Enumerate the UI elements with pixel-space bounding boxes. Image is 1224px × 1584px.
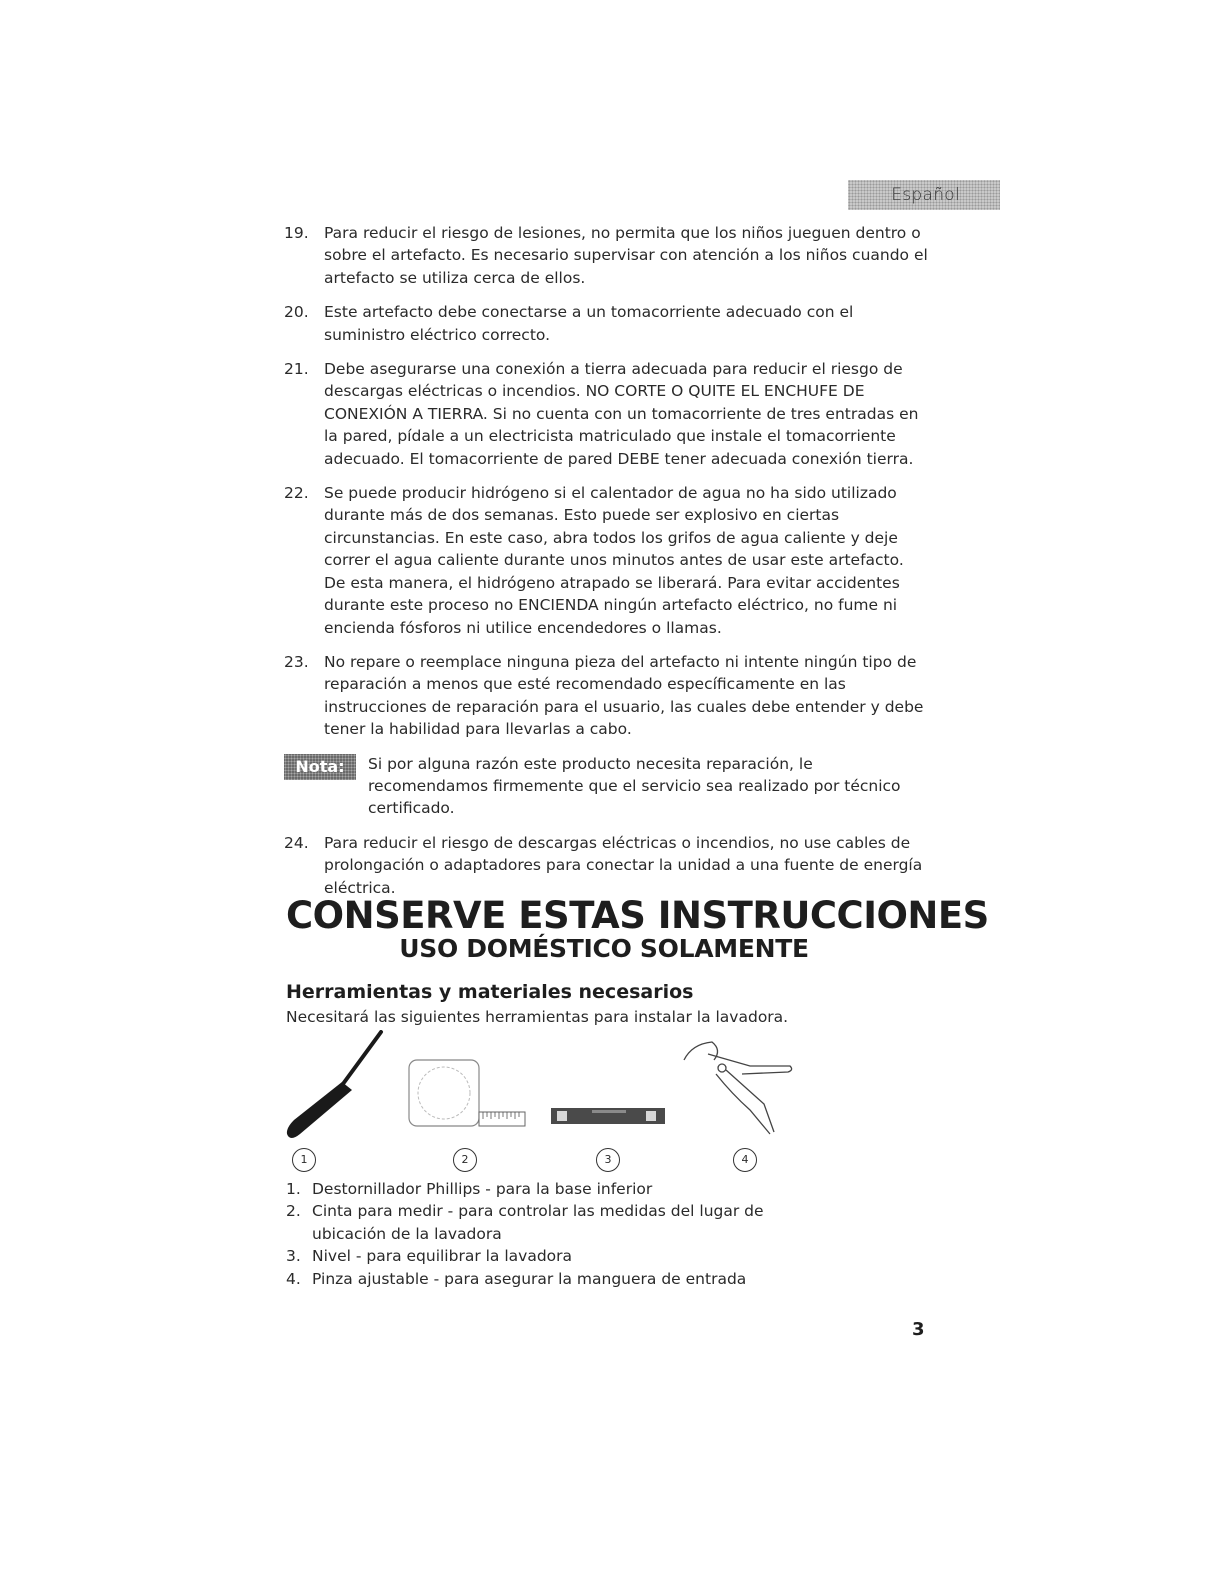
item-text: No repare o reemplace ninguna pieza del artefacto ni intente ningún tipo de reparación a menos que esté recomendado específicamente en las instrucciones de reparación para el usuario, las cuales debe entender y debe tener la habilidad para llevarlas a cabo. (324, 652, 924, 739)
item-number: 3. (286, 1247, 301, 1266)
pliers-icon (684, 1042, 792, 1134)
item-number: 21. (284, 360, 309, 379)
item-text: Para reducir el riesgo de descargas eléctricas o incendios, no use cables de prolongación o adaptadores para conectar la unidad a una fuente de energía eléctrica. (324, 833, 923, 897)
safety-instructions-list (284, 222, 929, 911)
page-title: CONSERVE ESTAS INSTRUCCIONES (286, 894, 989, 937)
item-number: 19. (284, 224, 309, 242)
list-item (286, 1245, 806, 1267)
item-number: 20. (284, 303, 309, 322)
item-text: Destornillador Phillips - para la base inferior (312, 1180, 653, 1198)
item-text: Pinza ajustable - para asegurar la manguera de entrada (312, 1269, 747, 1288)
page-number: 3 (912, 1319, 925, 1340)
note-badge: Nota: (284, 754, 356, 780)
list-item (286, 1178, 806, 1200)
tool-number: 2 (453, 1148, 477, 1172)
level-icon (551, 1108, 665, 1124)
item-text: Cinta para medir - para controlar las medidas del lugar de ubicación de la lavadora (312, 1202, 764, 1243)
item-number: 24. (284, 833, 309, 852)
item-text: Este artefacto debe conectarse a un tomacorriente adecuado con el suministro eléctrico correcto. (324, 303, 854, 344)
list-item (284, 222, 929, 289)
note-block (284, 753, 929, 820)
list-item (284, 482, 929, 639)
list-item (284, 358, 929, 470)
item-number: 22. (284, 484, 309, 503)
item-text: Debe asegurarse una conexión a tierra adecuada para reducir el riesgo de descargas eléctricas o incendios. NO CORTE O QUITE EL ENCHUFE DE CONEXIÓN A TIERRA. Si no cuenta con un tomacorriente de tres entradas en la pared, pídale a un electricista matriculado que instale el tomacorriente adecuado. El tomacorriente de pared DEBE tener adecuada conexión tierra. (324, 360, 919, 468)
tool-number: 1 (292, 1148, 316, 1172)
note-text: Si por alguna razón este producto necesita reparación, le recomendamos firmemente que el servicio sea realizado por técnico certificado. (368, 754, 901, 818)
tools-illustration (280, 1030, 800, 1150)
list-item (284, 651, 929, 741)
tool-number: 4 (733, 1148, 757, 1172)
item-number: 2. (286, 1202, 301, 1221)
list-item (286, 1268, 806, 1290)
tool-number: 3 (596, 1148, 620, 1172)
list-item (284, 832, 929, 899)
item-number: 4. (286, 1269, 301, 1288)
tools-intro: Necesitará las siguientes herramientas para instalar la lavadora. (286, 1008, 789, 1026)
item-text: Se puede producir hidrógeno si el calentador de agua no ha sido utilizado durante más de dos semanas. Esto puede ser explosivo en ciertas circunstancias. En este caso, abra todos los grifos de agua caliente y deje correr el agua caliente durante unos minutos antes de usar este artefacto. De esta manera, el hidrógeno atrapado se liberará. Para evitar accidentes durante este proceso no ENCIENDA ningún artefacto eléctrico, no fume ni encienda fósforos ni utilice encendedores o llamas. (324, 484, 904, 637)
tools-heading: Herramientas y materiales necesarios (286, 981, 694, 1003)
list-item (284, 301, 929, 346)
page-subtitle: USO DOMÉSTICO SOLAMENTE (399, 934, 809, 963)
item-number: 1. (286, 1180, 301, 1198)
list-item (286, 1200, 806, 1245)
item-text: Para reducir el riesgo de lesiones, no permita que los niños jueguen dentro o sobre el artefacto. Es necesario supervisar con atención a los niños cuando el artefacto se utiliza cerca de ellos. (324, 224, 928, 287)
language-tab: Español (848, 180, 1000, 210)
tools-list (286, 1178, 806, 1290)
item-text: Nivel - para equilibrar la lavadora (312, 1247, 573, 1266)
tape-measure-icon (409, 1060, 525, 1126)
item-number: 23. (284, 652, 309, 671)
screwdriver-icon (287, 1032, 381, 1138)
